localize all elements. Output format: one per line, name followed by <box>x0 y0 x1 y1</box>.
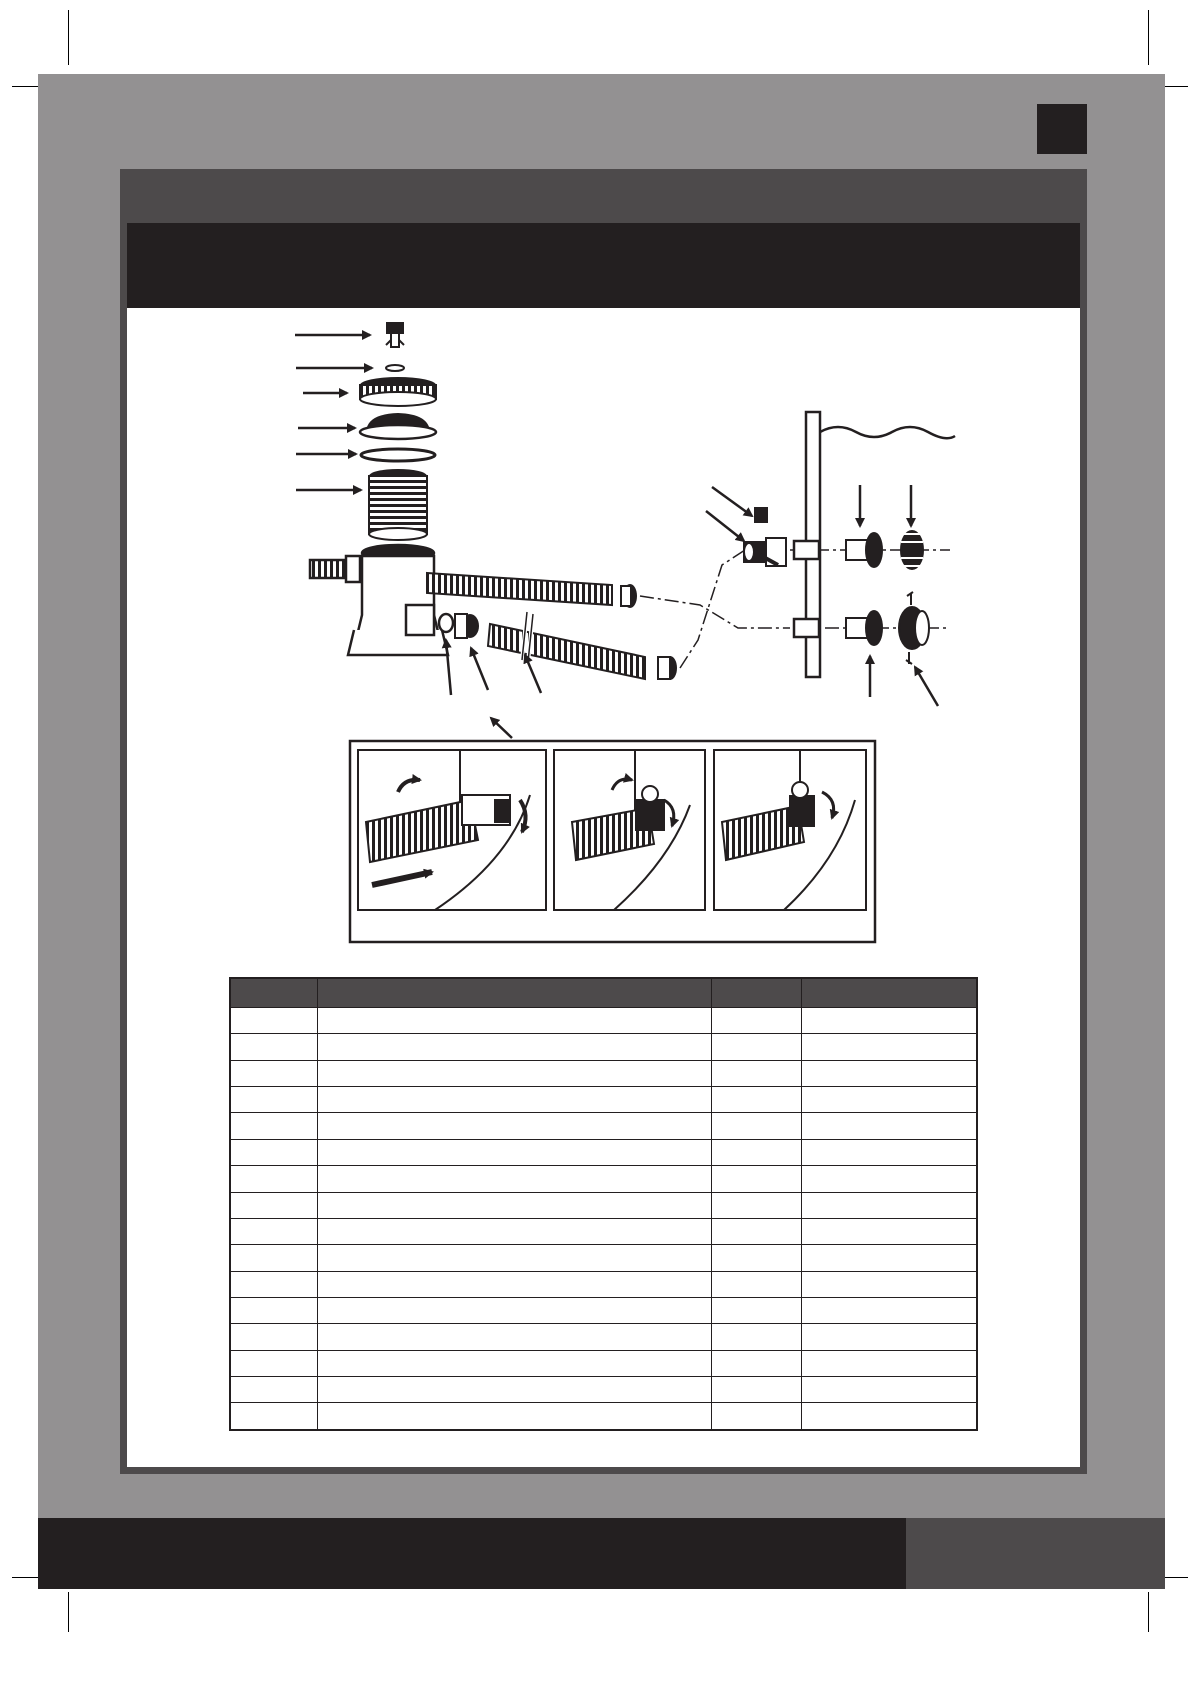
table-row <box>230 1245 977 1271</box>
table-row <box>230 1192 977 1218</box>
hose-lower <box>488 612 677 680</box>
hose-adaptor-nut <box>455 614 479 638</box>
detail-panel-1 <box>358 750 546 910</box>
table-header-cell <box>711 978 801 1008</box>
table-header-row <box>230 978 977 1008</box>
table-row <box>230 1350 977 1376</box>
plunger-valve <box>744 508 786 566</box>
parts-list-table <box>229 977 978 1431</box>
pump-body <box>310 545 448 655</box>
crop-mark <box>1148 1592 1149 1632</box>
strainer-connector-lower <box>846 611 882 645</box>
strainer-connector-upper <box>846 533 882 567</box>
table-row <box>230 1377 977 1403</box>
o-ring-outlet <box>439 614 453 632</box>
table-row <box>230 1166 977 1192</box>
strainer-grid-lower <box>899 592 929 664</box>
air-release-valve <box>386 323 404 347</box>
table-row <box>230 1139 977 1165</box>
hose-upper <box>427 573 637 608</box>
table-header-cell <box>801 978 977 1008</box>
detail-panel-3 <box>714 750 866 910</box>
footer-bar <box>38 1518 906 1589</box>
detail-panel-2 <box>554 750 705 910</box>
table-header-cell <box>230 978 317 1008</box>
strainer-lock-nut <box>360 377 436 406</box>
table-row <box>230 1271 977 1297</box>
table-row <box>230 1297 977 1323</box>
o-ring-large <box>361 449 435 461</box>
strainer-grid-upper <box>901 531 923 569</box>
table-row <box>230 1008 977 1034</box>
o-ring-small <box>386 365 404 371</box>
table-row <box>230 1060 977 1086</box>
table-row <box>230 1403 977 1430</box>
table-row <box>230 1113 977 1139</box>
table-row <box>230 1324 977 1350</box>
table-header-cell <box>317 978 711 1008</box>
crop-mark <box>68 1592 69 1632</box>
filter-housing-cover <box>360 413 436 439</box>
callout-arrows-left <box>295 335 372 490</box>
footer-page-tab <box>906 1518 1165 1589</box>
filter-cartridge <box>369 469 427 540</box>
table-row <box>230 1218 977 1244</box>
table-row <box>230 1087 977 1113</box>
table-row <box>230 1034 977 1060</box>
